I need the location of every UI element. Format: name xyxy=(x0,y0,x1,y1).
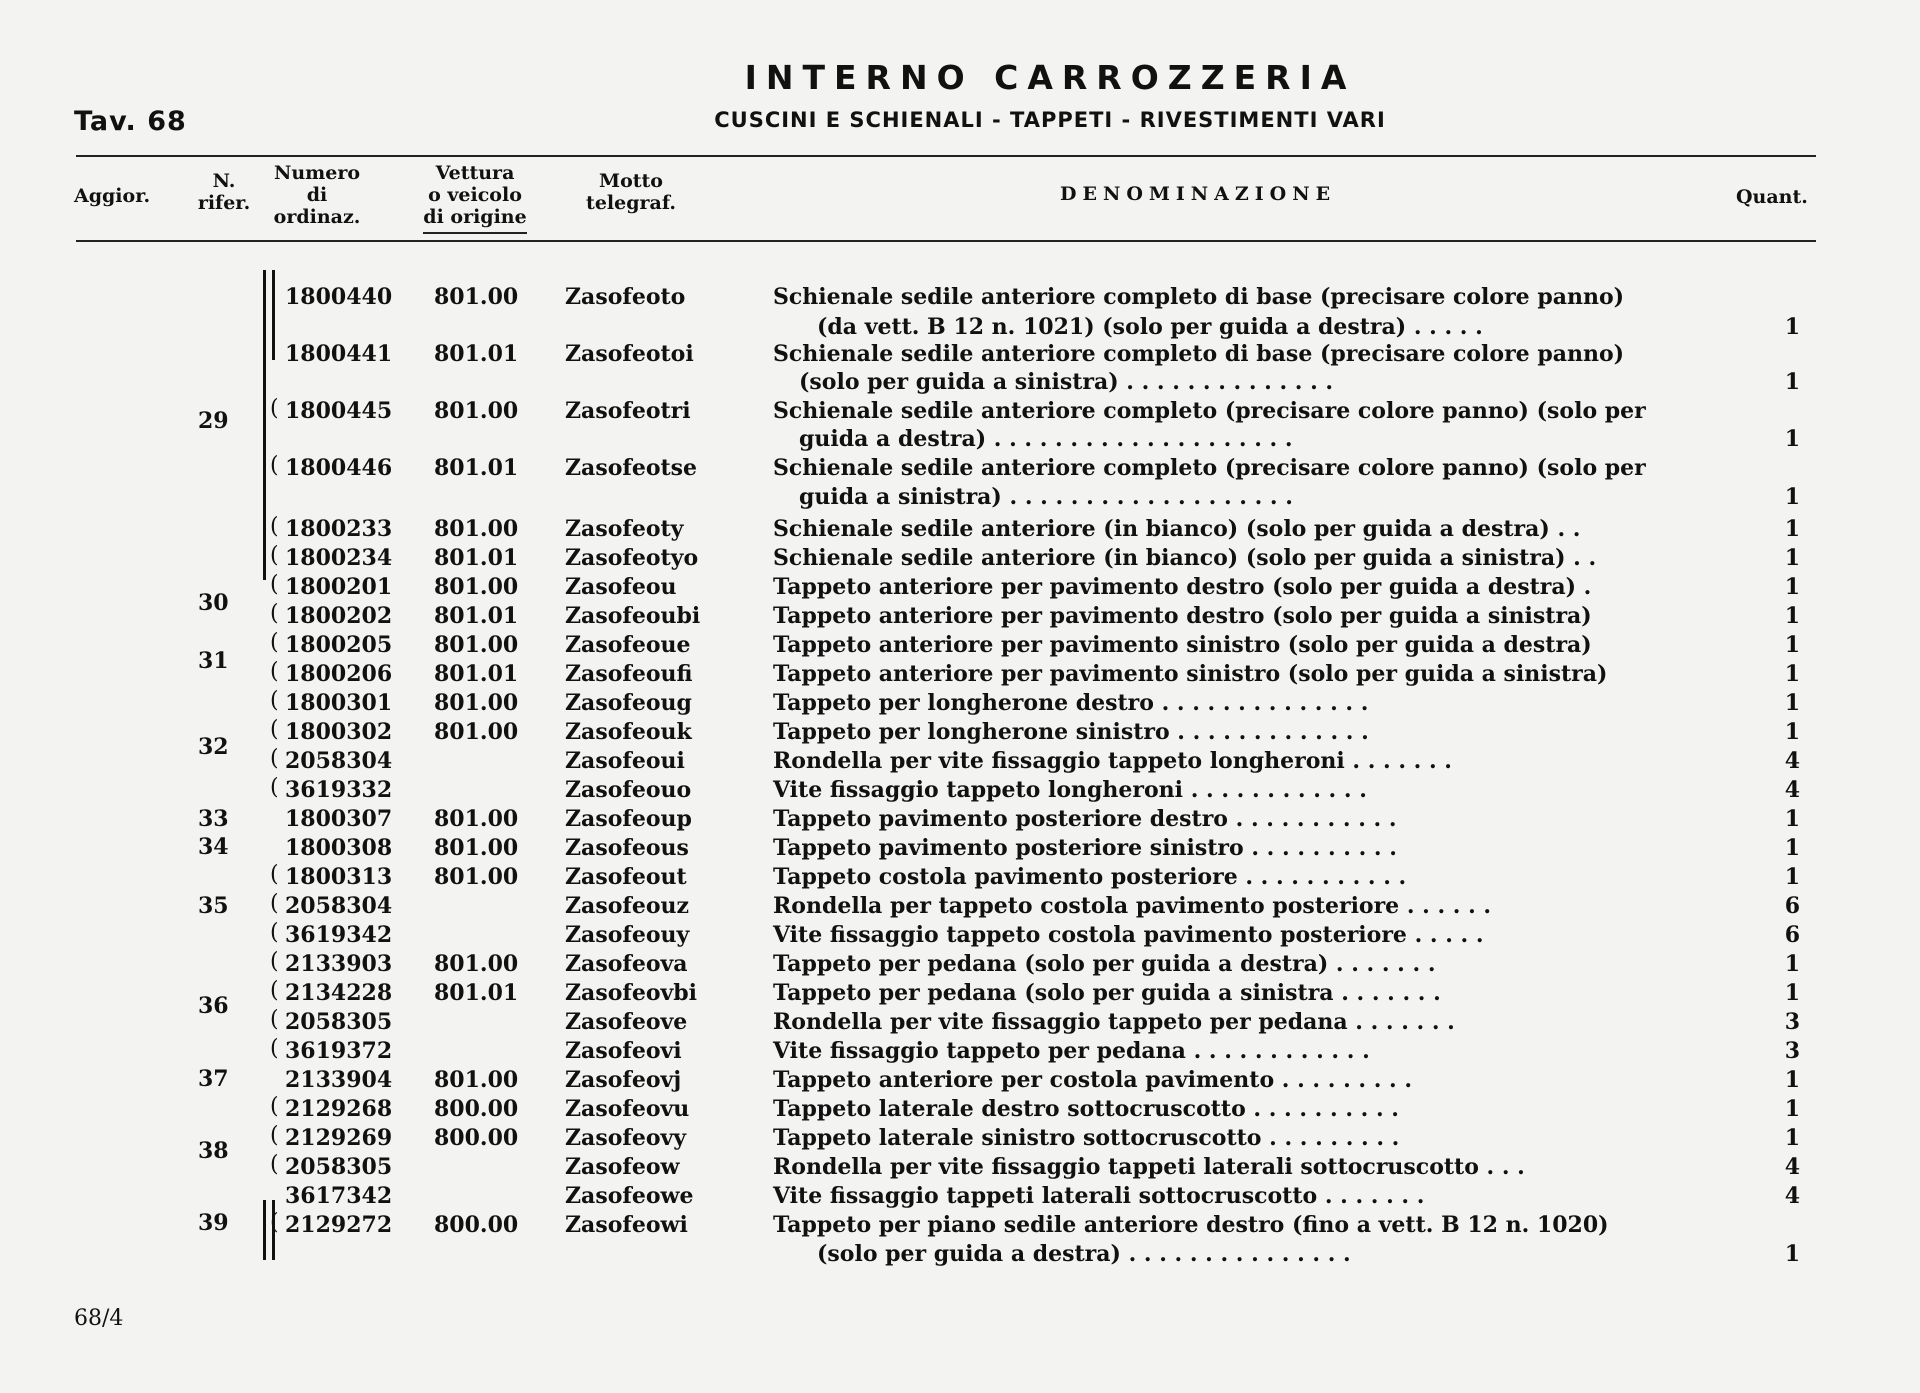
table-row xyxy=(0,631,1920,659)
table-row xyxy=(0,368,1920,396)
quantity: 4 xyxy=(1784,777,1800,803)
table-row xyxy=(0,979,1920,1007)
description-continuation: guida a sinistra) . . . . . . . . . . . . . . . . . . . xyxy=(799,484,1293,510)
table-row xyxy=(0,921,1920,949)
col-header-aggior: Aggior. xyxy=(74,185,151,207)
vehicle-origin: 801.01 xyxy=(434,980,519,1006)
description: Schienale sedile anteriore completo (precisare colore panno) (solo per xyxy=(773,398,1646,424)
telegraph-code: Zasofeoue xyxy=(565,632,691,658)
quantity: 6 xyxy=(1784,922,1800,948)
description: Tappeto laterale destro sottocruscotto . . . . . . . . . . xyxy=(773,1096,1399,1122)
reference-number: 30 xyxy=(198,590,229,616)
telegraph-code: Zasofeouy xyxy=(565,922,690,948)
col-header-vettura xyxy=(405,162,545,234)
telegraph-code: Zasofeovj xyxy=(565,1067,682,1093)
telegraph-code: Zasofeova xyxy=(565,951,688,977)
description xyxy=(773,483,1743,511)
part-number: 2058304 xyxy=(285,893,393,919)
bracket-mark: ( xyxy=(270,1007,279,1032)
table-row xyxy=(0,776,1920,804)
vehicle-origin: 801.00 xyxy=(434,864,519,890)
table-row xyxy=(0,1066,1920,1094)
description: Tappeto anteriore per costola pavimento . . . . . . . . . xyxy=(773,1067,1412,1093)
col-header-motto-line: Motto xyxy=(599,170,663,192)
telegraph-code: Zasofeout xyxy=(565,864,687,890)
part-number: 1800302 xyxy=(285,719,393,745)
quantity: 1 xyxy=(1784,1125,1800,1151)
telegraph-code: Zasofeotse xyxy=(565,455,698,481)
description: Tappeto pavimento posteriore sinistro . . . . . . . . . . xyxy=(773,835,1397,861)
part-number: 1800206 xyxy=(285,661,393,687)
vehicle-origin: 801.00 xyxy=(434,516,519,542)
description-continuation: (solo per guida a destra) . . . . . . . . . . . . . . . xyxy=(817,1241,1351,1267)
vehicle-origin: 801.00 xyxy=(434,284,519,310)
description: Tappeto anteriore per pavimento sinistro (solo per guida a destra) xyxy=(773,632,1592,658)
part-number: 2129272 xyxy=(285,1212,393,1238)
bracket-mark: ( xyxy=(270,1094,279,1119)
page-title: INTERNO CARROZZERIA xyxy=(744,58,1356,97)
telegraph-code: Zasofeoup xyxy=(565,806,692,832)
description xyxy=(773,425,1743,453)
vehicle-origin: 800.00 xyxy=(434,1096,519,1122)
bracket-mark: ( xyxy=(270,1036,279,1061)
table-row xyxy=(0,340,1920,368)
description: Tappeto anteriore per pavimento destro (solo per guida a destra) . xyxy=(773,574,1592,600)
description: Rondella per vite fissaggio tappeti laterali sottocruscotto . . . xyxy=(773,1154,1525,1180)
description: Tappeto anteriore per pavimento destro (solo per guida a sinistra) xyxy=(773,603,1592,629)
col-header-numero-line: di xyxy=(306,184,328,206)
part-number: 1800441 xyxy=(285,341,393,367)
table-row xyxy=(0,1240,1920,1268)
page-number: 68/4 xyxy=(74,1306,124,1331)
quantity: 1 xyxy=(1784,632,1800,658)
table-row xyxy=(0,950,1920,978)
description: Schienale sedile anteriore completo di base (precisare colore panno) xyxy=(773,341,1625,367)
telegraph-code: Zasofeoty xyxy=(565,516,684,542)
quantity: 4 xyxy=(1784,1183,1800,1209)
part-number: 1800301 xyxy=(285,690,393,716)
description: Schienale sedile anteriore completo di base (precisare colore panno) xyxy=(773,284,1625,310)
col-header-denominazione: DENOMINAZIONE xyxy=(1060,183,1337,205)
col-header-quant: Quant. xyxy=(1736,186,1808,208)
telegraph-code: Zasofeowe xyxy=(565,1183,694,1209)
telegraph-code: Zasofeoufi xyxy=(565,661,693,687)
part-number: 3619372 xyxy=(285,1038,393,1064)
col-header-numero-line: Numero xyxy=(273,162,361,184)
group-bar xyxy=(263,270,266,580)
description: Tappeto costola pavimento posteriore . . . . . . . . . . . xyxy=(773,864,1407,890)
reference-number: 38 xyxy=(198,1138,229,1164)
reference-number: 32 xyxy=(198,734,229,760)
vehicle-origin: 801.00 xyxy=(434,574,519,600)
quantity: 1 xyxy=(1784,980,1800,1006)
telegraph-code: Zasofeotoi xyxy=(565,341,694,367)
vehicle-origin: 801.00 xyxy=(434,835,519,861)
telegraph-code: Zasofeoui xyxy=(565,748,685,774)
bracket-mark: ( xyxy=(270,630,279,655)
description: Tappeto per pedana (solo per guida a destra) . . . . . . . xyxy=(773,951,1436,977)
bracket-mark: ( xyxy=(270,543,279,568)
table-row xyxy=(0,1124,1920,1152)
telegraph-code: Zasofeotri xyxy=(565,398,691,424)
quantity: 3 xyxy=(1784,1038,1800,1064)
quantity: 1 xyxy=(1784,661,1800,687)
col-header-vettura-line: di origine xyxy=(423,206,526,234)
telegraph-code: Zasofeoubi xyxy=(565,603,701,629)
col-header-vettura-line: o veicolo xyxy=(428,184,522,206)
reference-number: 33 xyxy=(198,806,229,832)
vehicle-origin: 801.00 xyxy=(434,951,519,977)
bracket-mark: ( xyxy=(270,746,279,771)
telegraph-code: Zasofeovu xyxy=(565,1096,690,1122)
vehicle-origin: 801.00 xyxy=(434,1067,519,1093)
col-header-numero xyxy=(262,162,372,228)
description: Tappeto per pedana (solo per guida a sinistra . . . . . . . xyxy=(773,980,1441,1006)
quantity: 1 xyxy=(1784,1241,1800,1267)
description xyxy=(773,313,1743,341)
reference-number: 34 xyxy=(198,834,229,860)
quantity: 1 xyxy=(1784,719,1800,745)
description: Vite fissaggio tappeto costola pavimento posteriore . . . . . xyxy=(773,922,1484,948)
bracket-mark: ( xyxy=(270,775,279,800)
telegraph-code: Zasofeovbi xyxy=(565,980,698,1006)
description-continuation: guida a destra) . . . . . . . . . . . . . . . . . . . . xyxy=(799,426,1293,452)
table-row xyxy=(0,1153,1920,1181)
description: Tappeto per longherone sinistro . . . . . . . . . . . . . xyxy=(773,719,1369,745)
table-row xyxy=(0,313,1920,341)
description: Tappeto anteriore per pavimento sinistro (solo per guida a sinistra) xyxy=(773,661,1608,687)
part-number: 1800307 xyxy=(285,806,393,832)
part-number: 2129268 xyxy=(285,1096,393,1122)
part-number: 1800445 xyxy=(285,398,393,424)
quantity: 1 xyxy=(1784,690,1800,716)
quantity: 1 xyxy=(1784,314,1800,340)
table-row xyxy=(0,1095,1920,1123)
vehicle-origin: 801.01 xyxy=(434,661,519,687)
quantity: 1 xyxy=(1784,806,1800,832)
bracket-mark: ( xyxy=(270,688,279,713)
part-number: 1800233 xyxy=(285,516,393,542)
bracket-mark: ( xyxy=(270,453,279,478)
vehicle-origin: 801.01 xyxy=(434,341,519,367)
part-number: 1800446 xyxy=(285,455,393,481)
part-number: 1800440 xyxy=(285,284,393,310)
telegraph-code: Zasofeoto xyxy=(565,284,686,310)
table-row xyxy=(0,1182,1920,1210)
part-number: 1800313 xyxy=(285,864,393,890)
part-number: 2133903 xyxy=(285,951,393,977)
description: Rondella per vite fissaggio tappeto longheroni . . . . . . . xyxy=(773,748,1452,774)
vehicle-origin: 801.00 xyxy=(434,719,519,745)
telegraph-code: Zasofeotyo xyxy=(565,545,699,571)
table-row xyxy=(0,1211,1920,1239)
part-number: 1800205 xyxy=(285,632,393,658)
table-row xyxy=(0,425,1920,453)
description-continuation: (da vett. B 12 n. 1021) (solo per guida a destra) . . . . . xyxy=(817,314,1483,340)
vehicle-origin: 801.01 xyxy=(434,455,519,481)
part-number: 2134228 xyxy=(285,980,393,1006)
table-row xyxy=(0,1008,1920,1036)
part-number: 3619332 xyxy=(285,777,393,803)
col-header-n-rifer xyxy=(184,170,264,214)
part-number: 2129269 xyxy=(285,1125,393,1151)
vehicle-origin: 801.00 xyxy=(434,690,519,716)
part-number: 1800234 xyxy=(285,545,393,571)
reference-number: 37 xyxy=(198,1066,229,1092)
part-number: 1800308 xyxy=(285,835,393,861)
group-bar xyxy=(263,1200,266,1260)
quantity: 1 xyxy=(1784,864,1800,890)
description: Vite fissaggio tappeti laterali sottocruscotto . . . . . . . xyxy=(773,1183,1425,1209)
telegraph-code: Zasofeowi xyxy=(565,1212,688,1238)
table-row xyxy=(0,660,1920,688)
bracket-mark: ( xyxy=(270,572,279,597)
header-top-rule xyxy=(76,155,1816,157)
part-number: 1800201 xyxy=(285,574,393,600)
bracket-mark: ( xyxy=(270,396,279,421)
col-header-numero-line: ordinaz. xyxy=(273,206,361,228)
quantity: 1 xyxy=(1784,835,1800,861)
description: Tappeto laterale sinistro sottocruscotto . . . . . . . . . xyxy=(773,1125,1400,1151)
quantity: 1 xyxy=(1784,574,1800,600)
telegraph-code: Zasofeovy xyxy=(565,1125,687,1151)
description: Schienale sedile anteriore (in bianco) (solo per guida a sinistra) . . xyxy=(773,545,1597,571)
bracket-mark: ( xyxy=(270,601,279,626)
reference-number: 31 xyxy=(198,648,229,674)
part-number: 2058305 xyxy=(285,1154,393,1180)
bracket-mark: ( xyxy=(270,891,279,916)
bracket-mark: ( xyxy=(270,949,279,974)
header-bottom-rule xyxy=(76,240,1816,242)
bracket-mark: ( xyxy=(270,978,279,1003)
quantity: 1 xyxy=(1784,516,1800,542)
part-number: 2058305 xyxy=(285,1009,393,1035)
description: Tappeto pavimento posteriore destro . . . . . . . . . . . xyxy=(773,806,1397,832)
col-header-motto-line: telegraf. xyxy=(586,192,676,214)
quantity: 6 xyxy=(1784,893,1800,919)
bracket-mark: ( xyxy=(270,717,279,742)
telegraph-code: Zasofeouo xyxy=(565,777,692,803)
quantity: 1 xyxy=(1784,545,1800,571)
vehicle-origin: 801.00 xyxy=(434,806,519,832)
bracket-mark: ( xyxy=(270,514,279,539)
reference-number: 39 xyxy=(198,1210,229,1236)
telegraph-code: Zasofeovi xyxy=(565,1038,682,1064)
vehicle-origin: 801.00 xyxy=(434,398,519,424)
col-header-vettura-line: Vettura xyxy=(435,162,515,184)
col-header-n-rifer-line: N. xyxy=(212,170,236,192)
description: Rondella per vite fissaggio tappeto per pedana . . . . . . . xyxy=(773,1009,1455,1035)
table-row xyxy=(0,515,1920,543)
quantity: 1 xyxy=(1784,369,1800,395)
telegraph-code: Zasofeouz xyxy=(565,893,689,919)
description: Tappeto per piano sedile anteriore destro (fino a vett. B 12 n. 1020) xyxy=(773,1212,1609,1238)
telegraph-code: Zasofeoug xyxy=(565,690,692,716)
description: Rondella per tappeto costola pavimento posteriore . . . . . . xyxy=(773,893,1492,919)
telegraph-code: Zasofeous xyxy=(565,835,689,861)
bracket-mark: ( xyxy=(270,920,279,945)
description xyxy=(773,1240,1743,1268)
bracket-mark: ( xyxy=(270,862,279,887)
table-row xyxy=(0,397,1920,425)
reference-number: 36 xyxy=(198,993,229,1019)
description: Vite fissaggio tappeto longheroni . . . . . . . . . . . . xyxy=(773,777,1367,803)
part-number: 2133904 xyxy=(285,1067,393,1093)
telegraph-code: Zasofeouk xyxy=(565,719,692,745)
table-row xyxy=(0,747,1920,775)
table-row xyxy=(0,283,1920,311)
description: Tappeto per longherone destro . . . . . . . . . . . . . . xyxy=(773,690,1369,716)
table-row xyxy=(0,1037,1920,1065)
vehicle-origin: 800.00 xyxy=(434,1125,519,1151)
table-row xyxy=(0,544,1920,572)
telegraph-code: Zasofeou xyxy=(565,574,677,600)
table-row xyxy=(0,892,1920,920)
part-number: 3619342 xyxy=(285,922,393,948)
quantity: 1 xyxy=(1784,426,1800,452)
quantity: 1 xyxy=(1784,1067,1800,1093)
table-row xyxy=(0,863,1920,891)
part-number: 2058304 xyxy=(285,748,393,774)
bracket-mark: ( xyxy=(270,1123,279,1148)
quantity: 4 xyxy=(1784,748,1800,774)
table-row xyxy=(0,573,1920,601)
col-header-n-rifer-line: rifer. xyxy=(197,192,251,214)
description: Schienale sedile anteriore (in bianco) (solo per guida a destra) . . xyxy=(773,516,1581,542)
table-row xyxy=(0,483,1920,511)
table-row xyxy=(0,718,1920,746)
quantity: 1 xyxy=(1784,603,1800,629)
reference-number: 29 xyxy=(198,408,229,434)
reference-number: 35 xyxy=(198,893,229,919)
description: Schienale sedile anteriore completo (precisare colore panno) (solo per xyxy=(773,455,1646,481)
page-subtitle: CUSCINI E SCHIENALI - TAPPETI - RIVESTIMENTI VARI xyxy=(714,108,1386,132)
part-number: 1800202 xyxy=(285,603,393,629)
telegraph-code: Zasofeow xyxy=(565,1154,680,1180)
bracket-mark: ( xyxy=(270,659,279,684)
group-bar xyxy=(272,270,275,360)
table-label: Tav. 68 xyxy=(74,106,187,137)
table-row xyxy=(0,805,1920,833)
telegraph-code: Zasofeove xyxy=(565,1009,688,1035)
vehicle-origin: 801.00 xyxy=(434,632,519,658)
quantity: 4 xyxy=(1784,1154,1800,1180)
description: Vite fissaggio tappeto per pedana . . . . . . . . . . . . xyxy=(773,1038,1370,1064)
description xyxy=(773,368,1743,396)
table-row xyxy=(0,834,1920,862)
vehicle-origin: 801.01 xyxy=(434,603,519,629)
bracket-mark: ( xyxy=(270,1210,279,1235)
vehicle-origin: 800.00 xyxy=(434,1212,519,1238)
part-number: 3617342 xyxy=(285,1183,393,1209)
quantity: 1 xyxy=(1784,484,1800,510)
description-continuation: (solo per guida a sinistra) . . . . . . . . . . . . . . xyxy=(799,369,1334,395)
table-row xyxy=(0,454,1920,482)
bracket-mark: ( xyxy=(270,1152,279,1177)
quantity: 1 xyxy=(1784,1096,1800,1122)
table-row xyxy=(0,689,1920,717)
table-row xyxy=(0,602,1920,630)
col-header-motto xyxy=(566,170,696,214)
vehicle-origin: 801.01 xyxy=(434,545,519,571)
quantity: 1 xyxy=(1784,951,1800,977)
quantity: 3 xyxy=(1784,1009,1800,1035)
